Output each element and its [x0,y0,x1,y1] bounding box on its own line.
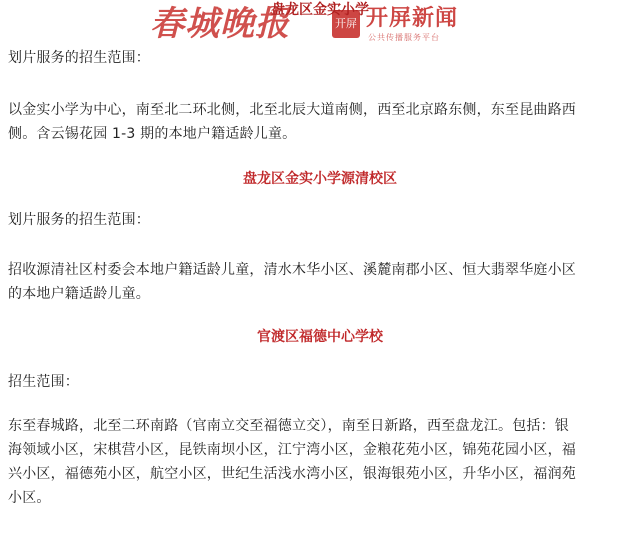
section-title-yuanqing: 盘龙区金实小学源清校区 [243,171,397,187]
scope-text: 兴小区，福德苑小区，航空小区，世纪生活浅水湾小区，银海银苑小区，升华小区，福润苑 [8,466,576,482]
scope-text: 侧。含云锡花园 1-3 期的本地户籍适龄儿童。 [8,126,297,142]
scope-label: 招生范围： [8,374,79,390]
scope-text: 的本地户籍适龄儿童。 [8,286,150,302]
scope-label: 划片服务的招生范围： [8,212,150,228]
scope-text: 海领域小区，宋棋营小区，昆铁南坝小区，江宁湾小区，金粮花苑小区，锦苑花园小区，福 [8,442,576,458]
watermark-app-name: 开屏新闻 [366,6,459,31]
scope-text: 东至春城路，北至二环南路（官南立交至福德立交），南至日新路，西至盘龙江。包括：银 [8,418,569,434]
kaiping-logo-icon: 开屏 [332,10,360,38]
watermark-slogan: 公共传播服务平台 [368,33,440,42]
scope-text: 以金实小学为中心，南至北二环北侧，北至北辰大道南侧，西至北京路东侧，东至昆曲路西 [8,102,576,118]
watermark-brand-logo: 春城晚报 [150,4,290,44]
section-title-fude: 官渡区福德中心学校 [257,329,383,345]
section-title-jinshi: 盘龙区金实小学 [271,2,369,18]
scope-text: 小区。 [8,490,51,506]
scope-label: 划片服务的招生范围： [8,50,150,66]
scope-text: 招收源清社区村委会本地户籍适龄儿童，清水木华小区、溪麓南郡小区、恒大翡翠华庭小区 [8,262,576,278]
